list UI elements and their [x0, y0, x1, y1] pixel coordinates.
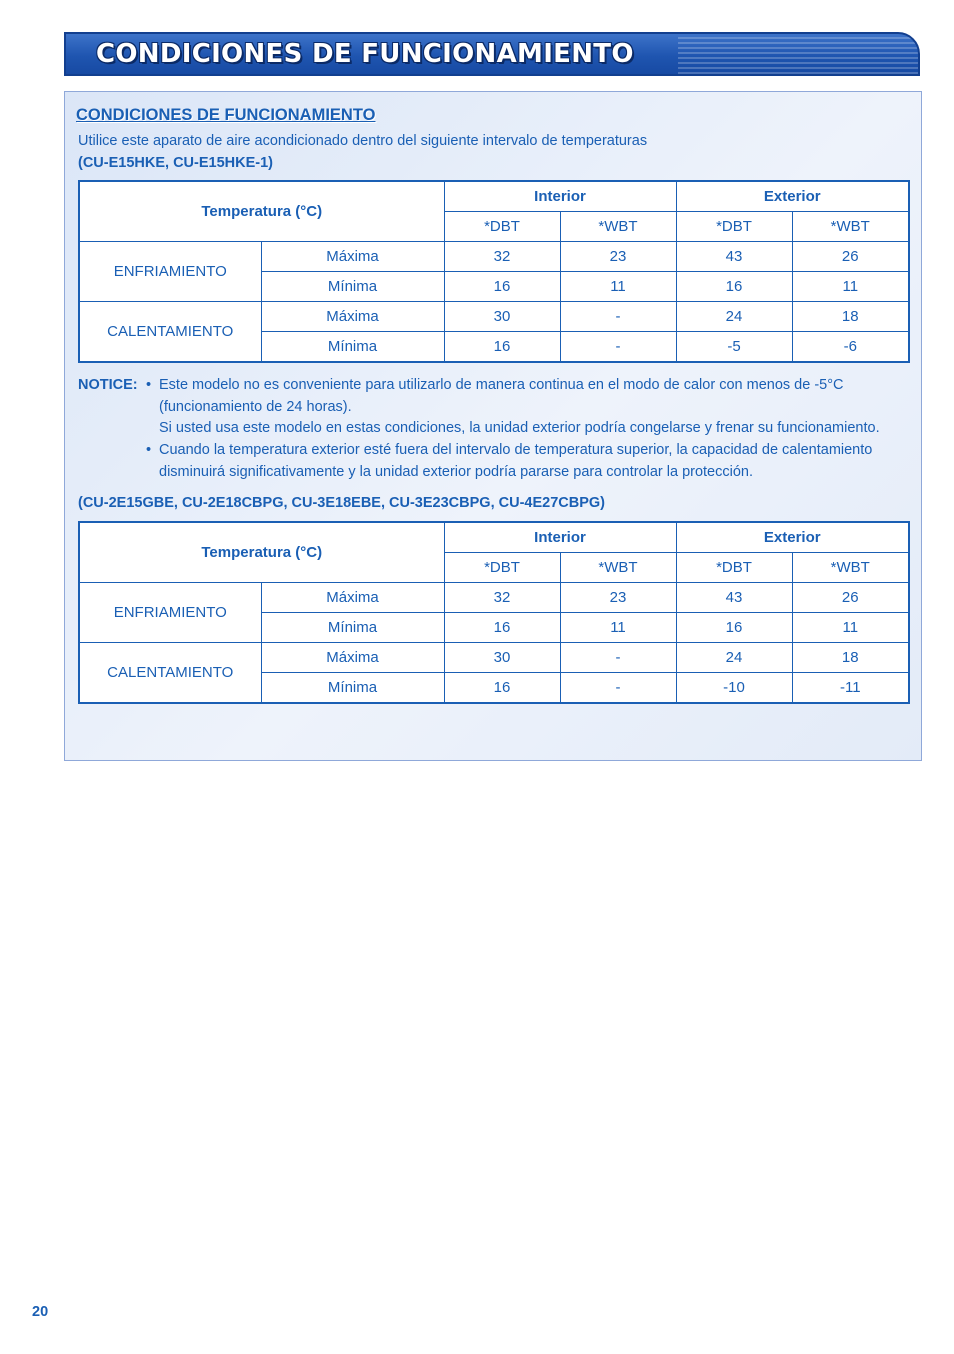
cell: -11	[792, 673, 909, 704]
temp-header: Temperatura (°C)	[79, 522, 444, 583]
limit-max: Máxima	[261, 242, 444, 272]
cell: 16	[676, 272, 792, 302]
cell: -	[560, 302, 676, 332]
table2-models: (CU-2E15GBE, CU-2E18CBPG, CU-3E18EBE, CU-3E23CBPG, CU-4E27CBPG)	[78, 495, 605, 511]
notice-bullet-1-line-3: Si usted usa este modelo en estas condiciones, la unidad exterior podría congelarse y frenar su funcionamiento.	[159, 420, 880, 436]
table-row	[79, 242, 909, 272]
title-banner	[64, 32, 920, 76]
page-title: CONDICIONES DE FUNCIONAMIENTO	[96, 39, 634, 69]
cell: 23	[560, 583, 676, 613]
interior-header: Interior	[444, 522, 676, 553]
mode-cooling: ENFRIAMIENTO	[79, 583, 261, 643]
cell: 11	[560, 272, 676, 302]
exterior-header: Exterior	[676, 181, 909, 212]
interior-wbt-header: *WBT	[560, 212, 676, 242]
cell: 16	[676, 613, 792, 643]
cell: 11	[792, 272, 909, 302]
interior-header: Interior	[444, 181, 676, 212]
table-row	[79, 643, 909, 673]
exterior-wbt-header: *WBT	[792, 212, 909, 242]
bullet-marker: •	[146, 377, 152, 393]
interior-wbt-header: *WBT	[560, 553, 676, 583]
table1-models: (CU-E15HKE, CU-E15HKE-1)	[78, 155, 273, 171]
notice-bullet-2-line-2: disminuirá significativamente y la unidad exterior podría pararse para controlar la protección.	[159, 464, 753, 480]
cell: 11	[792, 613, 909, 643]
limit-min: Mínima	[261, 272, 444, 302]
intro-text: Utilice este aparato de aire acondicionado dentro del siguiente intervalo de temperaturas	[78, 133, 648, 149]
cell: 24	[676, 643, 792, 673]
cell: 26	[792, 242, 909, 272]
cell: 32	[444, 583, 560, 613]
cell: 30	[444, 302, 560, 332]
cell: 11	[560, 613, 676, 643]
cell: 30	[444, 643, 560, 673]
cell: 43	[676, 242, 792, 272]
cell: 18	[792, 302, 909, 332]
cell: 43	[676, 583, 792, 613]
table-row	[79, 302, 909, 332]
notice-bullet-1-line-1: Este modelo no es conveniente para utilizarlo de manera continua en el modo de calor con menos de -5°C	[159, 377, 844, 393]
limit-max: Máxima	[261, 302, 444, 332]
cell: -	[560, 673, 676, 704]
operating-table-2	[78, 521, 910, 704]
cell: 18	[792, 643, 909, 673]
cell: 26	[792, 583, 909, 613]
title-banner-stripes	[678, 34, 918, 74]
cell: 16	[444, 613, 560, 643]
cell: 16	[444, 673, 560, 704]
cell: -	[560, 332, 676, 363]
exterior-dbt-header: *DBT	[676, 212, 792, 242]
cell: 24	[676, 302, 792, 332]
interior-dbt-header: *DBT	[444, 553, 560, 583]
notice-bullet-2-line-1: Cuando la temperatura exterior esté fuera del intervalo de temperatura superior, la capacidad de calentamiento	[159, 442, 873, 458]
limit-min: Mínima	[261, 613, 444, 643]
cell: 32	[444, 242, 560, 272]
mode-heating: CALENTAMIENTO	[79, 302, 261, 363]
limit-min: Mínima	[261, 673, 444, 704]
cell: -5	[676, 332, 792, 363]
table-row	[79, 583, 909, 613]
exterior-header: Exterior	[676, 522, 909, 553]
cell: -	[560, 643, 676, 673]
cell: -10	[676, 673, 792, 704]
page-number: 20	[32, 1304, 49, 1320]
notice-bullet-1-line-2: (funcionamiento de 24 horas).	[159, 399, 352, 415]
mode-cooling: ENFRIAMIENTO	[79, 242, 261, 302]
limit-max: Máxima	[261, 643, 444, 673]
cell: 16	[444, 272, 560, 302]
mode-heating: CALENTAMIENTO	[79, 643, 261, 704]
operating-table-1	[78, 180, 910, 363]
interior-dbt-header: *DBT	[444, 212, 560, 242]
limit-max: Máxima	[261, 583, 444, 613]
cell: -6	[792, 332, 909, 363]
exterior-dbt-header: *DBT	[676, 553, 792, 583]
notice-label: NOTICE:	[78, 377, 138, 393]
limit-min: Mínima	[261, 332, 444, 363]
exterior-wbt-header: *WBT	[792, 553, 909, 583]
cell: 23	[560, 242, 676, 272]
cell: 16	[444, 332, 560, 363]
temp-header: Temperatura (°C)	[79, 181, 444, 242]
bullet-marker: •	[146, 442, 152, 458]
section-heading: CONDICIONES DE FUNCIONAMIENTO	[76, 106, 376, 124]
